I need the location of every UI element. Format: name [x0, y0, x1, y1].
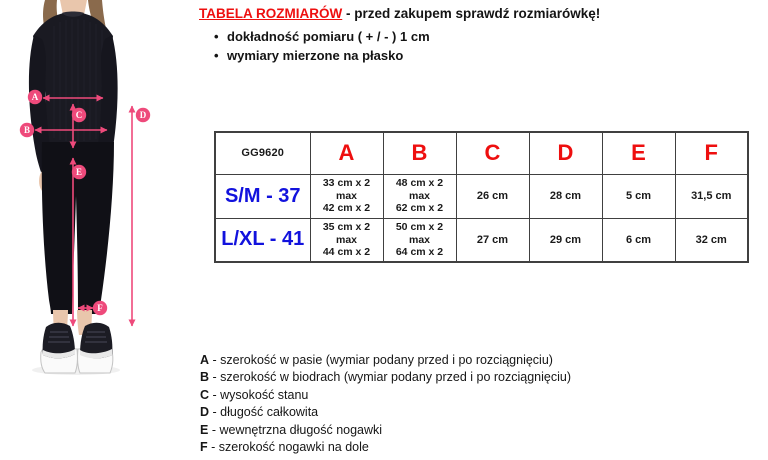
- legend-letter: F: [200, 440, 208, 455]
- col-header-d: D: [529, 132, 602, 174]
- value-cell: [383, 218, 456, 262]
- marker-e-letter: E: [75, 167, 83, 178]
- size-label-sm: S/M - 37: [215, 174, 310, 218]
- value-line: max: [335, 233, 357, 246]
- col-header-c: C: [456, 132, 529, 174]
- legend-letter: D: [200, 405, 210, 420]
- value-cell: [310, 174, 383, 218]
- note-accuracy: • dokładność pomiaru ( + / - ) 1 cm: [213, 27, 430, 46]
- value-line: max: [335, 189, 357, 202]
- legend-text: - wewnętrzna długość nogawki: [211, 422, 383, 437]
- size-label-lxl: L/XL - 41: [215, 218, 310, 262]
- value-line: max: [408, 233, 430, 246]
- note-flat-measure: • wymiary mierzone na płasko: [213, 46, 430, 65]
- value-line: max: [408, 189, 430, 202]
- value-line: 50 cm x 2: [395, 221, 444, 233]
- marker-f-letter: F: [97, 303, 103, 314]
- value-line: 64 cm x 2: [395, 246, 444, 258]
- model-illustration: [0, 0, 190, 378]
- model-photo: [0, 0, 190, 378]
- legend-text: - szerokość w biodrach (wymiar podany przed i po rozciągnięciu): [212, 370, 571, 385]
- page-title: [199, 6, 600, 21]
- legend-item-b: [200, 369, 571, 386]
- legend-item-d: [200, 404, 571, 421]
- marker-f: [93, 301, 107, 315]
- legend-item-e: [200, 422, 571, 439]
- model-sneakers: [41, 323, 113, 373]
- value-cell: 26 cm: [456, 174, 529, 218]
- value-line: 35 cm x 2: [322, 221, 371, 233]
- legend-letter: E: [200, 422, 209, 437]
- table-row-sm: [215, 174, 748, 218]
- col-header-a: A: [310, 132, 383, 174]
- legend-item-a: [200, 352, 571, 369]
- marker-a: [28, 90, 42, 104]
- legend-letter: C: [200, 387, 210, 402]
- value-cell: 29 cm: [529, 218, 602, 262]
- value-cell: 27 cm: [456, 218, 529, 262]
- marker-d: [136, 108, 150, 122]
- value-line: 62 cm x 2: [395, 202, 444, 215]
- value-cell: 32 cm: [675, 218, 748, 262]
- marker-e: [72, 165, 86, 179]
- title-highlight: TABELA ROZMIARÓW: [199, 6, 343, 21]
- measurement-legend: [200, 352, 571, 456]
- legend-text: - szerokość w pasie (wymiar podany przed i po rozciągnięciu): [212, 353, 553, 367]
- marker-b-letter: B: [23, 125, 31, 136]
- col-header-f: F: [675, 132, 748, 174]
- marker-c-letter: C: [75, 110, 83, 121]
- legend-letter: B: [200, 370, 210, 385]
- value-cell: 6 cm: [602, 218, 675, 262]
- marker-c: [72, 108, 86, 122]
- marker-b: [20, 123, 34, 137]
- value-cell: [310, 218, 383, 262]
- legend-letter: A: [200, 353, 210, 367]
- value-cell: 31,5 cm: [675, 174, 748, 218]
- legend-item-f: [200, 439, 571, 456]
- product-code-cell: GG9620: [215, 132, 310, 174]
- value-line: 33 cm x 2: [322, 177, 371, 190]
- marker-a-letter: A: [31, 92, 39, 103]
- col-header-e: E: [602, 132, 675, 174]
- legend-text: - szerokość nogawki na dole: [211, 440, 369, 455]
- value-line: 42 cm x 2: [322, 202, 371, 215]
- size-table: [214, 131, 749, 263]
- value-line: 48 cm x 2: [395, 177, 444, 190]
- value-cell: [383, 174, 456, 218]
- table-header-row: [215, 132, 748, 174]
- legend-text: - wysokość stanu: [212, 387, 309, 402]
- value-cell: 28 cm: [529, 174, 602, 218]
- legend-item-c: [200, 387, 571, 404]
- value-cell: 5 cm: [602, 174, 675, 218]
- col-header-b: B: [383, 132, 456, 174]
- table-row-lxl: [215, 218, 748, 262]
- value-line: 44 cm x 2: [322, 246, 371, 258]
- legend-text: - długość całkowita: [212, 405, 319, 420]
- marker-d-letter: D: [139, 110, 147, 121]
- title-suffix: - przed zakupem sprawdź rozmiarówkę!: [342, 6, 601, 21]
- measurement-notes: [213, 27, 430, 65]
